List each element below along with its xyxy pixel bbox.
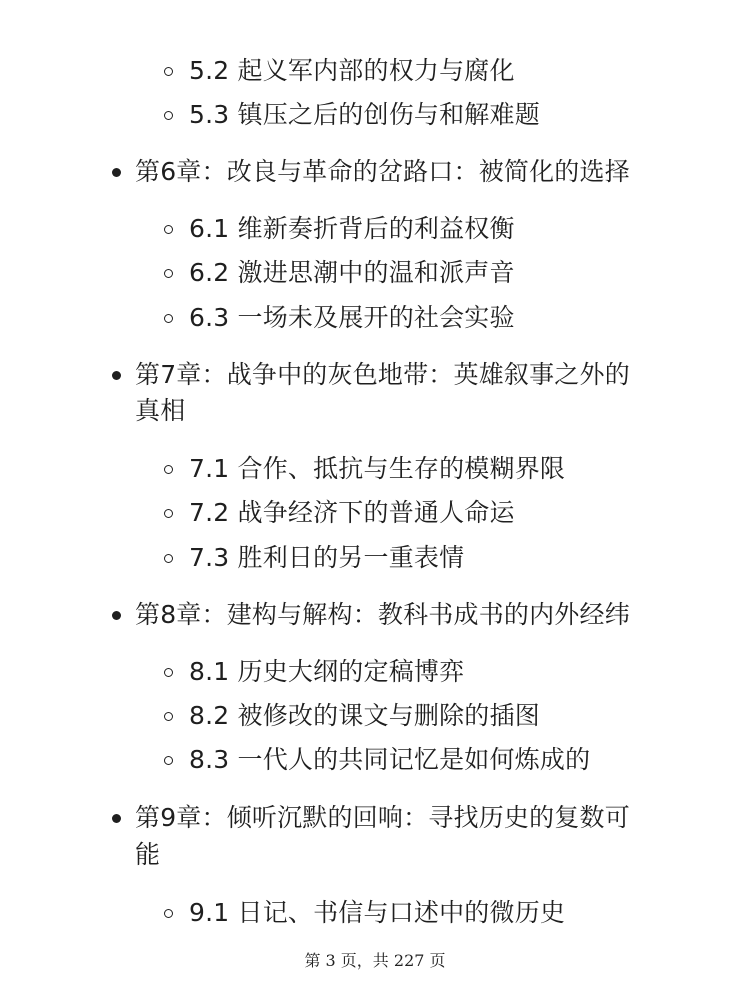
sub-bullet [164, 554, 173, 563]
sub-bullet [164, 314, 173, 323]
sub-bullet [164, 67, 173, 76]
sub-bullet [164, 111, 173, 120]
sub-bullet [164, 712, 173, 721]
chapter-bullet [112, 371, 121, 380]
page-number-footer: 第 3 页，共 227 页 [304, 951, 446, 970]
sub-item-6-2: 6.2 激进思潮中的温和派声音 [189, 258, 515, 287]
sub-item-8-2: 8.2 被修改的课文与删除的插图 [189, 701, 540, 730]
chapter-6-title: 第6章：改良与革命的岔路口：被简化的选择 [135, 157, 630, 186]
sub-item-7-2: 7.2 战争经济下的普通人命运 [189, 498, 515, 527]
sub-bullet [164, 269, 173, 278]
sub-bullet [164, 668, 173, 677]
chapter-9-title-continued: 能 [135, 840, 161, 869]
sub-item-5-2: 5.2 起义军内部的权力与腐化 [189, 56, 515, 85]
chapter-bullet [112, 168, 121, 177]
chapter-bullet [112, 814, 121, 823]
sub-item-6-3: 6.3 一场未及展开的社会实验 [189, 303, 515, 332]
sub-bullet [164, 909, 173, 918]
chapter-8-title: 第8章：建构与解构：教科书成书的内外经纬 [135, 600, 630, 629]
sub-item-9-1: 9.1 日记、书信与口述中的微历史 [189, 898, 566, 927]
sub-bullet [164, 509, 173, 518]
chapter-7-title-continued: 真相 [135, 396, 186, 425]
sub-item-8-3: 8.3 一代人的共同记忆是如何炼成的 [189, 745, 591, 774]
sub-item-7-1: 7.1 合作、抵抗与生存的模糊界限 [189, 454, 566, 483]
sub-item-7-3: 7.3 胜利日的另一重表情 [189, 543, 465, 572]
chapter-9-title: 第9章：倾听沉默的回响：寻找历史的复数可 [135, 803, 630, 832]
sub-bullet [164, 465, 173, 474]
chapter-bullet [112, 611, 121, 620]
sub-bullet [164, 756, 173, 765]
chapter-7-title: 第7章：战争中的灰色地带：英雄叙事之外的 [135, 360, 630, 389]
sub-bullet [164, 225, 173, 234]
sub-item-8-1: 8.1 历史大纲的定稿博弈 [189, 657, 465, 686]
sub-item-6-1: 6.1 维新奏折背后的利益权衡 [189, 214, 515, 243]
sub-item-5-3: 5.3 镇压之后的创伤与和解难题 [189, 100, 540, 129]
